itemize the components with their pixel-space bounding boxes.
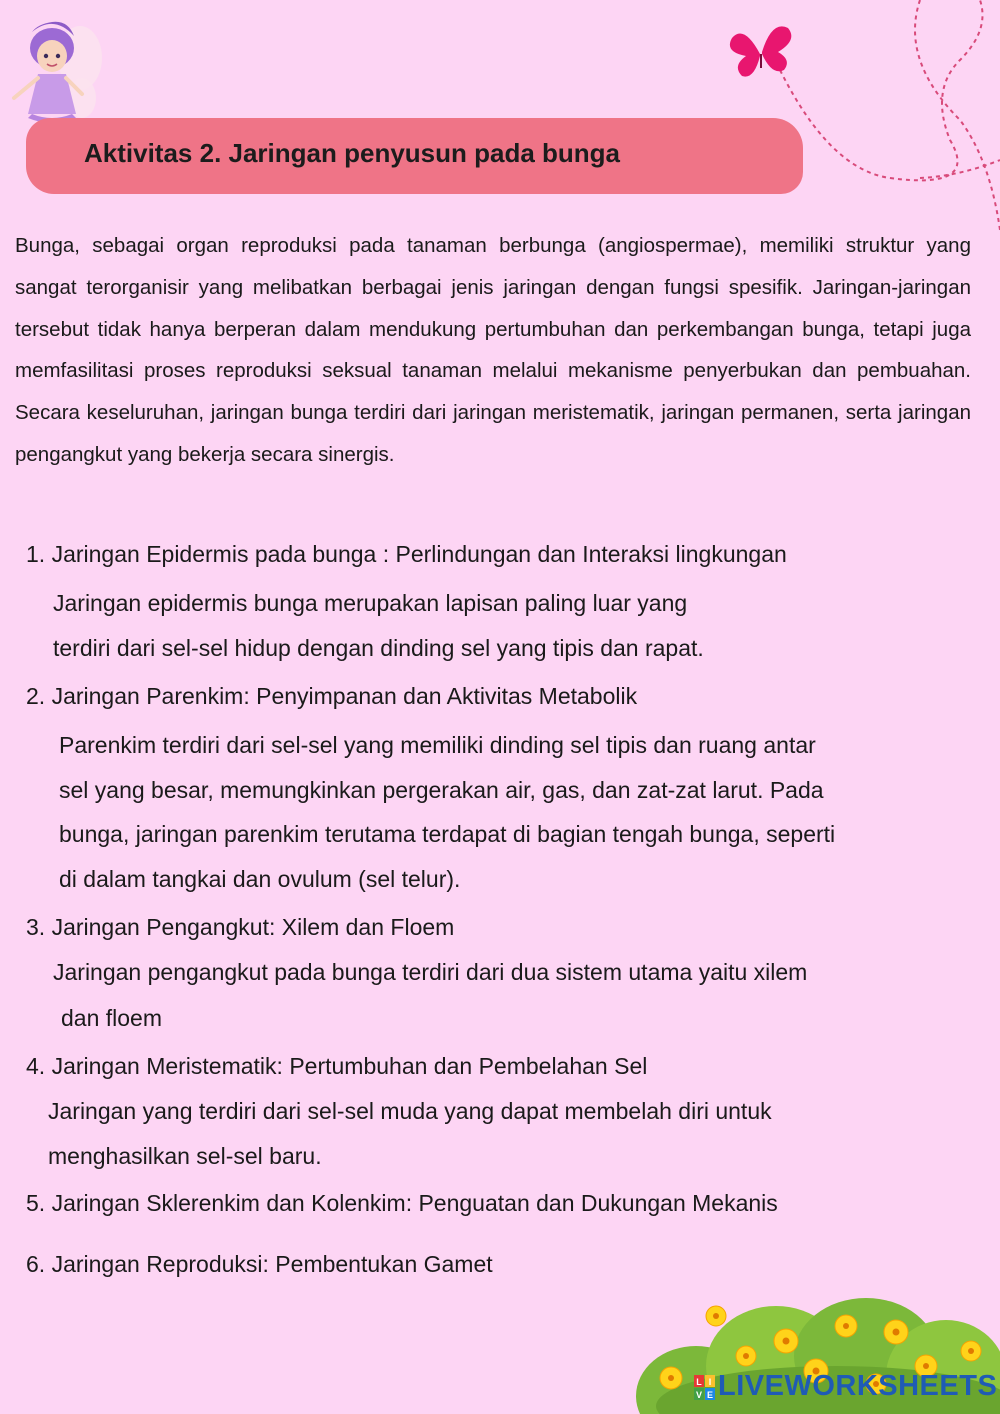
section-3-line-2: dan floem xyxy=(61,1005,163,1031)
section-2-line-4: di dalam tangkai dan ovulum (sel telur). xyxy=(59,866,461,892)
section-3-heading: 3. Jaringan Pengangkut: Xilem dan Floem xyxy=(26,914,455,940)
section-2-line-1: Parenkim terdiri dari sel-sel yang memiliki dinding sel tipis dan ruang antar xyxy=(59,732,816,758)
logo-tile-icon xyxy=(694,1375,716,1401)
section-2-line-2: sel yang besar, memungkinkan pergerakan air, gas, dan zat-zat larut. Pada xyxy=(59,777,824,803)
section-2-line-3: bunga, jaringan parenkim terutama terdapat di bagian tengah bunga, seperti xyxy=(59,821,836,847)
logo-tile-letter-i: I xyxy=(708,1377,712,1387)
logo-tile-letter-e: E xyxy=(706,1390,714,1400)
section-5-heading: 5. Jaringan Sklerenkim dan Kolenkim: Penguatan dan Dukungan Mekanis xyxy=(26,1190,778,1216)
section-1-heading: 1. Jaringan Epidermis pada bunga : Perlindungan dan Interaksi lingkungan xyxy=(26,541,787,567)
section-4-line-1: Jaringan yang terdiri dari sel-sel muda yang dapat membelah diri untuk xyxy=(48,1098,772,1124)
section-1-line-1: Jaringan epidermis bunga merupakan lapisan paling luar yang xyxy=(53,590,688,616)
page-title: Aktivitas 2. Jaringan penyusun pada bunga xyxy=(84,138,621,168)
liveworksheets-logo[interactable]: LIVEWORKSHEETS xyxy=(718,1370,998,1402)
intro-paragraph: Bunga, sebagai organ reproduksi pada tanaman berbunga (angiospermae), memiliki struktur yang sangat terorganisir yang melibatkan berbagai jenis jaringan dengan fungsi spesifik. Jaringan-jaringan tersebut tidak hanya berperan dalam mendukung pertumbuhan dan perkembangan bunga, tetapi juga memfasilitasi proses reproduksi seksual tanaman melalui mekanisme penyerbukan dan pembuahan. Secara keseluruhan, jaringan bunga terdiri dari jaringan meristematik, jaringan permanen, serta jaringan pengangkut yang bekerja secara sinergis. xyxy=(15,234,971,466)
section-4-line-2: menghasilkan sel-sel baru. xyxy=(48,1143,322,1169)
section-1-line-2: terdiri dari sel-sel hidup dengan dinding sel yang tipis dan rapat. xyxy=(53,635,704,661)
butterfly-icon xyxy=(726,22,796,82)
section-6-heading: 6. Jaringan Reproduksi: Pembentukan Gamet xyxy=(26,1251,493,1277)
section-2-heading: 2. Jaringan Parenkim: Penyimpanan dan Aktivitas Metabolik xyxy=(26,683,638,709)
logo-tile-letter-l: L xyxy=(696,1377,702,1387)
section-3-line-1: Jaringan pengangkut pada bunga terdiri dari dua sistem utama yaitu xilem xyxy=(53,959,808,985)
logo-tile-letter-v: V xyxy=(695,1390,703,1400)
section-4-heading: 4. Jaringan Meristematik: Pertumbuhan dan Pembelahan Sel xyxy=(26,1053,648,1079)
